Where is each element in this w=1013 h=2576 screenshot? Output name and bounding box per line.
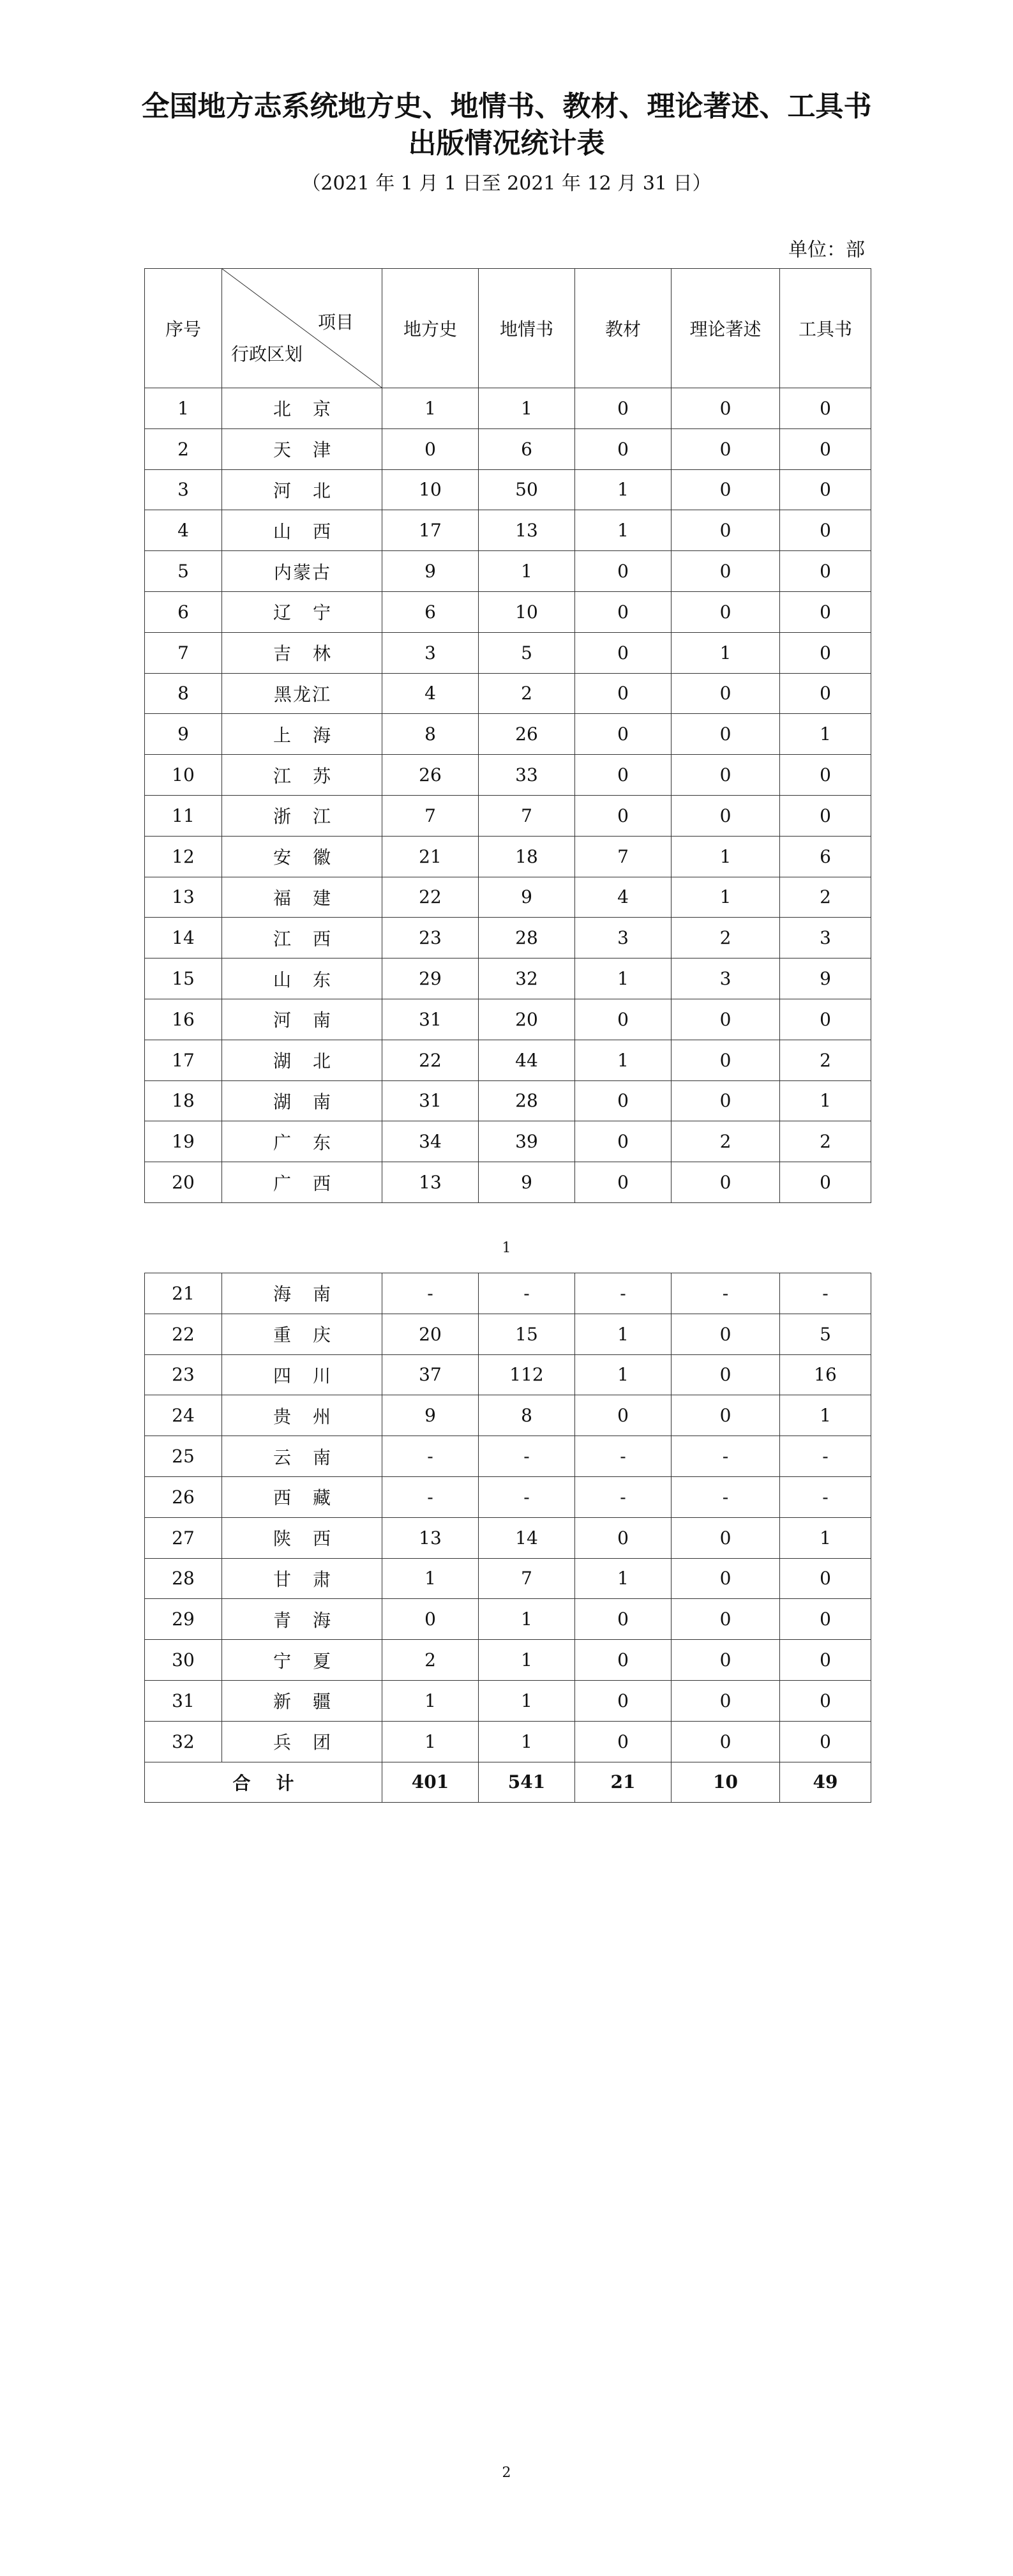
table-row (145, 1558, 871, 1599)
cell-local-history: 13 (382, 1517, 479, 1558)
statistics-table-part1 (144, 268, 871, 1203)
table-header-row (145, 269, 871, 388)
table-row (145, 1721, 871, 1762)
cell-local-info-book: - (479, 1436, 575, 1477)
row-number: 20 (145, 1162, 222, 1203)
row-region: 福建 (222, 877, 382, 918)
cell-local-info-book: 1 (479, 1640, 575, 1681)
cell-theory-works: 0 (672, 1040, 780, 1080)
cell-textbook: 0 (575, 1121, 672, 1162)
row-number: 26 (145, 1476, 222, 1517)
date-range-subtitle: （2021 年 1 月 1 日至 2021 年 12 月 31 日） (301, 172, 712, 195)
cell-textbook: 0 (575, 795, 672, 836)
total-col3: 21 (575, 1762, 672, 1802)
table-row (145, 551, 871, 592)
cell-textbook: 1 (575, 1354, 672, 1395)
cell-local-history: 31 (382, 1080, 479, 1121)
cell-textbook: 7 (575, 836, 672, 877)
row-region: 吉林 (222, 632, 382, 673)
row-region: 内蒙古 (222, 551, 382, 592)
cell-local-history: 1 (382, 1721, 479, 1762)
row-region: 浙江 (222, 795, 382, 836)
row-number: 24 (145, 1395, 222, 1436)
total-label: 合计 (145, 1762, 382, 1802)
row-region: 贵州 (222, 1395, 382, 1436)
cell-local-history: 9 (382, 551, 479, 592)
row-region: 新疆 (222, 1680, 382, 1721)
cell-textbook: 1 (575, 469, 672, 510)
cell-theory-works: 0 (672, 1721, 780, 1762)
cell-local-info-book: 1 (479, 551, 575, 592)
cell-theory-works: 1 (672, 836, 780, 877)
cell-reference-book: 2 (780, 1121, 871, 1162)
row-region: 河南 (222, 999, 382, 1040)
cell-textbook: 1 (575, 1040, 672, 1080)
page-number: 1 (502, 1240, 511, 1256)
cell-local-history: 0 (382, 428, 479, 469)
cell-reference-book: 0 (780, 673, 871, 714)
row-number: 14 (145, 918, 222, 958)
cell-local-history: 20 (382, 1314, 479, 1354)
cell-local-info-book: 1 (479, 1680, 575, 1721)
cell-reference-book: 0 (780, 1599, 871, 1640)
row-region: 辽宁 (222, 591, 382, 632)
cell-reference-book: 3 (780, 918, 871, 958)
table-row (145, 1517, 871, 1558)
cell-reference-book: - (780, 1273, 871, 1314)
cell-local-history: 1 (382, 388, 479, 429)
row-region: 广东 (222, 1121, 382, 1162)
row-region: 云南 (222, 1436, 382, 1477)
row-region: 海南 (222, 1273, 382, 1314)
cell-local-info-book: 44 (479, 1040, 575, 1080)
cell-textbook: 0 (575, 673, 672, 714)
cell-local-info-book: 20 (479, 999, 575, 1040)
cell-textbook: 0 (575, 1080, 672, 1121)
row-region: 宁夏 (222, 1640, 382, 1681)
header-diagonal-cell (222, 269, 382, 388)
row-number: 21 (145, 1273, 222, 1314)
cell-textbook: 0 (575, 1680, 672, 1721)
row-number: 1 (145, 388, 222, 429)
table-row (145, 714, 871, 755)
cell-reference-book: 2 (780, 877, 871, 918)
cell-reference-book: 0 (780, 1558, 871, 1599)
table-row (145, 1640, 871, 1681)
cell-reference-book: 0 (780, 632, 871, 673)
cell-local-history: 7 (382, 795, 479, 836)
cell-local-history: 31 (382, 999, 479, 1040)
row-region: 陕西 (222, 1517, 382, 1558)
cell-local-info-book: - (479, 1476, 575, 1517)
table-title-line2: 出版情况统计表 (408, 127, 605, 160)
cell-local-history: 29 (382, 958, 479, 999)
cell-reference-book: 0 (780, 510, 871, 551)
row-number: 8 (145, 673, 222, 714)
cell-local-info-book: 26 (479, 714, 575, 755)
cell-reference-book: 1 (780, 1395, 871, 1436)
row-number: 18 (145, 1080, 222, 1121)
cell-textbook: 0 (575, 632, 672, 673)
cell-theory-works: 0 (672, 1680, 780, 1721)
row-region: 西藏 (222, 1476, 382, 1517)
cell-local-info-book: 14 (479, 1517, 575, 1558)
cell-theory-works: 0 (672, 755, 780, 796)
cell-local-info-book: 28 (479, 918, 575, 958)
cell-local-history: 26 (382, 755, 479, 796)
cell-theory-works: - (672, 1273, 780, 1314)
row-number: 4 (145, 510, 222, 551)
row-region: 湖南 (222, 1080, 382, 1121)
cell-local-info-book: 50 (479, 469, 575, 510)
cell-textbook: 0 (575, 1640, 672, 1681)
row-region: 北京 (222, 388, 382, 429)
total-col2: 541 (479, 1762, 575, 1802)
table-row (145, 1436, 871, 1477)
row-region: 兵团 (222, 1721, 382, 1762)
table-row (145, 1476, 871, 1517)
cell-local-info-book: 1 (479, 1599, 575, 1640)
table-row (145, 388, 871, 429)
cell-local-info-book: 9 (479, 1162, 575, 1203)
cell-textbook: 0 (575, 388, 672, 429)
cell-textbook: 0 (575, 551, 672, 592)
cell-textbook: 0 (575, 591, 672, 632)
cell-textbook: - (575, 1436, 672, 1477)
table-total-row (145, 1762, 871, 1802)
cell-theory-works: 0 (672, 1314, 780, 1354)
statistics-table-part2 (144, 1273, 871, 1803)
cell-theory-works: 0 (672, 673, 780, 714)
row-region: 上海 (222, 714, 382, 755)
cell-textbook: 0 (575, 1162, 672, 1203)
cell-theory-works: 2 (672, 1121, 780, 1162)
cell-local-history: 13 (382, 1162, 479, 1203)
table-row (145, 836, 871, 877)
row-region: 江苏 (222, 755, 382, 796)
cell-textbook: 0 (575, 714, 672, 755)
cell-theory-works: 1 (672, 877, 780, 918)
cell-theory-works: - (672, 1436, 780, 1477)
cell-theory-works: 0 (672, 1558, 780, 1599)
cell-theory-works: 0 (672, 1640, 780, 1681)
cell-local-info-book: 18 (479, 836, 575, 877)
row-number: 5 (145, 551, 222, 592)
cell-textbook: 0 (575, 1517, 672, 1558)
row-number: 29 (145, 1599, 222, 1640)
cell-reference-book: 5 (780, 1314, 871, 1354)
cell-textbook: 4 (575, 877, 672, 918)
cell-theory-works: 0 (672, 1517, 780, 1558)
cell-reference-book: - (780, 1476, 871, 1517)
cell-local-info-book: 39 (479, 1121, 575, 1162)
cell-local-history: 9 (382, 1395, 479, 1436)
row-number: 9 (145, 714, 222, 755)
table-row (145, 958, 871, 999)
table-row (145, 1273, 871, 1314)
cell-textbook: 1 (575, 510, 672, 551)
cell-local-history: - (382, 1476, 479, 1517)
row-number: 28 (145, 1558, 222, 1599)
table-row (145, 877, 871, 918)
cell-theory-works: 3 (672, 958, 780, 999)
cell-local-history: - (382, 1436, 479, 1477)
cell-local-history: 22 (382, 877, 479, 918)
cell-local-history: 22 (382, 1040, 479, 1080)
header-col1: 地方史 (382, 269, 479, 388)
row-region: 山东 (222, 958, 382, 999)
table-row (145, 1599, 871, 1640)
table-row (145, 1314, 871, 1354)
row-number: 27 (145, 1517, 222, 1558)
cell-reference-book: 0 (780, 1640, 871, 1681)
cell-local-info-book: 28 (479, 1080, 575, 1121)
cell-reference-book: 16 (780, 1354, 871, 1395)
total-col5: 49 (780, 1762, 871, 1802)
cell-local-info-book: 2 (479, 673, 575, 714)
row-number: 16 (145, 999, 222, 1040)
cell-reference-book: 1 (780, 1517, 871, 1558)
cell-reference-book: 0 (780, 469, 871, 510)
cell-reference-book: 9 (780, 958, 871, 999)
cell-theory-works: 0 (672, 1599, 780, 1640)
cell-local-info-book: 1 (479, 388, 575, 429)
cell-reference-book: - (780, 1436, 871, 1477)
cell-local-history: 3 (382, 632, 479, 673)
cell-reference-book: 2 (780, 1040, 871, 1080)
table-row (145, 1040, 871, 1080)
row-region: 四川 (222, 1354, 382, 1395)
table-row (145, 1162, 871, 1203)
cell-reference-book: 0 (780, 591, 871, 632)
row-number: 23 (145, 1354, 222, 1395)
table-row (145, 591, 871, 632)
total-col4: 10 (672, 1762, 780, 1802)
table-row (145, 999, 871, 1040)
cell-reference-book: 0 (780, 1680, 871, 1721)
cell-theory-works: 0 (672, 551, 780, 592)
cell-theory-works: 0 (672, 469, 780, 510)
cell-textbook: 0 (575, 1721, 672, 1762)
cell-local-history: 34 (382, 1121, 479, 1162)
header-col5: 工具书 (780, 269, 871, 388)
cell-reference-book: 0 (780, 1721, 871, 1762)
row-region: 湖北 (222, 1040, 382, 1080)
row-number: 22 (145, 1314, 222, 1354)
table-row (145, 755, 871, 796)
cell-textbook: 3 (575, 918, 672, 958)
row-number: 30 (145, 1640, 222, 1681)
cell-local-info-book: 8 (479, 1395, 575, 1436)
cell-textbook: 1 (575, 1558, 672, 1599)
row-number: 31 (145, 1680, 222, 1721)
cell-local-info-book: 32 (479, 958, 575, 999)
row-number: 6 (145, 591, 222, 632)
cell-reference-book: 0 (780, 1162, 871, 1203)
cell-theory-works: 0 (672, 388, 780, 429)
table-row (145, 632, 871, 673)
header-col2: 地情书 (479, 269, 575, 388)
header-col4: 理论著述 (672, 269, 780, 388)
cell-theory-works: 0 (672, 1162, 780, 1203)
cell-local-history: 21 (382, 836, 479, 877)
row-number: 7 (145, 632, 222, 673)
header-region-label: 行政区划 (231, 344, 303, 365)
cell-local-info-book: 10 (479, 591, 575, 632)
cell-theory-works: 2 (672, 918, 780, 958)
cell-local-history: 0 (382, 1599, 479, 1640)
cell-theory-works: - (672, 1476, 780, 1517)
row-number: 19 (145, 1121, 222, 1162)
cell-theory-works: 0 (672, 1395, 780, 1436)
row-number: 3 (145, 469, 222, 510)
cell-reference-book: 0 (780, 551, 871, 592)
cell-textbook: 0 (575, 755, 672, 796)
cell-local-info-book: 6 (479, 428, 575, 469)
cell-local-history: 4 (382, 673, 479, 714)
cell-textbook: 1 (575, 958, 672, 999)
cell-theory-works: 0 (672, 428, 780, 469)
cell-reference-book: 1 (780, 1080, 871, 1121)
table-row (145, 1680, 871, 1721)
cell-local-history: 23 (382, 918, 479, 958)
row-region: 广西 (222, 1162, 382, 1203)
cell-local-history: 8 (382, 714, 479, 755)
row-number: 13 (145, 877, 222, 918)
cell-reference-book: 0 (780, 428, 871, 469)
row-region: 安徽 (222, 836, 382, 877)
row-number: 17 (145, 1040, 222, 1080)
cell-local-history: - (382, 1273, 479, 1314)
row-number: 15 (145, 958, 222, 999)
row-number: 32 (145, 1721, 222, 1762)
cell-local-info-book: 9 (479, 877, 575, 918)
row-region: 江西 (222, 918, 382, 958)
row-number: 11 (145, 795, 222, 836)
cell-theory-works: 0 (672, 591, 780, 632)
cell-local-info-book: 5 (479, 632, 575, 673)
cell-local-info-book: 1 (479, 1721, 575, 1762)
cell-local-history: 6 (382, 591, 479, 632)
cell-textbook: 0 (575, 428, 672, 469)
table-row (145, 510, 871, 551)
header-item-label: 项目 (317, 312, 354, 333)
row-region: 山西 (222, 510, 382, 551)
cell-textbook: - (575, 1476, 672, 1517)
total-col1: 401 (382, 1762, 479, 1802)
cell-theory-works: 0 (672, 999, 780, 1040)
diagonal-line (222, 269, 382, 388)
cell-local-history: 1 (382, 1558, 479, 1599)
table-title-line1: 全国地方志系统地方史、地情书、教材、理论著述、工具书 (141, 90, 872, 123)
cell-textbook: 0 (575, 1395, 672, 1436)
cell-theory-works: 0 (672, 1080, 780, 1121)
cell-local-history: 2 (382, 1640, 479, 1681)
row-number: 10 (145, 755, 222, 796)
header-seq: 序号 (145, 269, 222, 388)
cell-local-history: 17 (382, 510, 479, 551)
cell-local-info-book: 7 (479, 1558, 575, 1599)
cell-local-history: 1 (382, 1680, 479, 1721)
table-row (145, 795, 871, 836)
table-row (145, 1121, 871, 1162)
cell-reference-book: 0 (780, 999, 871, 1040)
cell-local-info-book: 15 (479, 1314, 575, 1354)
cell-local-info-book: 112 (479, 1354, 575, 1395)
cell-textbook: 1 (575, 1314, 672, 1354)
cell-textbook: 0 (575, 999, 672, 1040)
table-row (145, 673, 871, 714)
row-region: 河北 (222, 469, 382, 510)
page-number: 2 (502, 2465, 511, 2481)
cell-textbook: 0 (575, 1599, 672, 1640)
table-row (145, 1354, 871, 1395)
row-number: 25 (145, 1436, 222, 1477)
row-number: 12 (145, 836, 222, 877)
cell-reference-book: 1 (780, 714, 871, 755)
cell-local-info-book: 13 (479, 510, 575, 551)
cell-reference-book: 0 (780, 388, 871, 429)
header-col3: 教材 (575, 269, 672, 388)
row-region: 青海 (222, 1599, 382, 1640)
cell-theory-works: 0 (672, 510, 780, 551)
cell-theory-works: 1 (672, 632, 780, 673)
cell-local-info-book: - (479, 1273, 575, 1314)
cell-local-info-book: 33 (479, 755, 575, 796)
row-region: 甘肃 (222, 1558, 382, 1599)
cell-reference-book: 6 (780, 836, 871, 877)
cell-reference-book: 0 (780, 755, 871, 796)
table-row (145, 469, 871, 510)
cell-reference-book: 0 (780, 795, 871, 836)
cell-local-info-book: 7 (479, 795, 575, 836)
cell-theory-works: 0 (672, 1354, 780, 1395)
unit-label: 单位：部 (788, 239, 865, 261)
table-row (145, 1395, 871, 1436)
row-region: 重庆 (222, 1314, 382, 1354)
cell-textbook: - (575, 1273, 672, 1314)
table-row (145, 428, 871, 469)
cell-theory-works: 0 (672, 714, 780, 755)
table-row (145, 918, 871, 958)
row-number: 2 (145, 428, 222, 469)
table-row (145, 1080, 871, 1121)
row-region: 黑龙江 (222, 673, 382, 714)
cell-local-history: 10 (382, 469, 479, 510)
row-region: 天津 (222, 428, 382, 469)
cell-local-history: 37 (382, 1354, 479, 1395)
cell-theory-works: 0 (672, 795, 780, 836)
